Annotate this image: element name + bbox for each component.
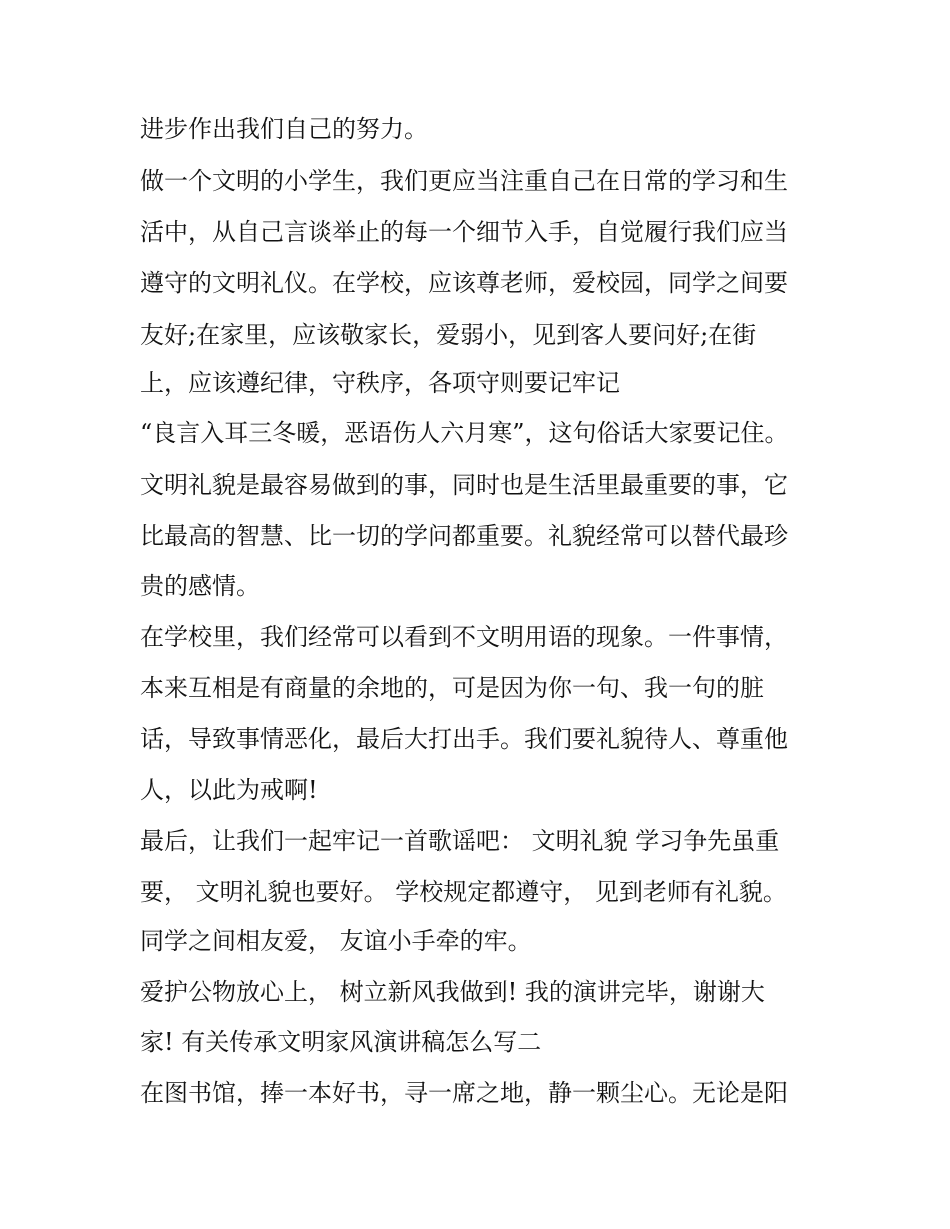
text-line: 同学之间相友爱， 友谊小手牵的牢。: [140, 927, 532, 955]
text-line: 话，导致事情恶化，最后大打出手。我们要礼貌待人、尊重他: [140, 725, 788, 753]
text-line: 进步作出我们自己的努力。: [140, 115, 428, 143]
text-line: 爱护公物放心上， 树立新风我做到! 我的演讲完毕，谢谢大: [140, 978, 765, 1006]
text-line: 最后，让我们一起牢记一首歌谣吧： 文明礼貌 学习争先虽重: [140, 827, 780, 855]
text-line: 比最高的智慧、比一切的学问都重要。礼貌经常可以替代最珍: [140, 522, 788, 550]
text-line: 家! 有关传承文明家风演讲稿怎么写二: [140, 1028, 542, 1056]
text-line: 活中，从自己言谈举止的每一个细节入手，自觉履行我们应当: [140, 218, 788, 246]
text-line: 做一个文明的小学生，我们更应当注重自己在日常的学习和生: [140, 167, 788, 195]
text-line: 人，以此为戒啊!: [140, 776, 318, 804]
text-line: 本来互相是有商量的余地的，可是因为你一句、我一句的脏: [140, 674, 764, 702]
text-line: 在图书馆，捧一本好书，寻一席之地，静一颗尘心。无论是阳: [140, 1079, 788, 1107]
text-line: 要， 文明礼貌也要好。 学校规定都遵守， 见到老师有礼貌。: [140, 878, 787, 906]
text-line: 友好;在家里，应该敬家长，爱弱小，见到客人要问好;在街: [140, 321, 757, 349]
text-line: 贵的感情。: [140, 572, 260, 600]
text-line: 在学校里，我们经常可以看到不文明用语的现象。一件事情，: [140, 623, 788, 651]
text-line: 上，应该遵纪律，守秩序，各项守则要记牢记: [140, 369, 620, 397]
text-line: 遵守的文明礼仪。在学校，应该尊老师，爱校园，同学之间要: [140, 269, 788, 297]
text-line: 文明礼貌是最容易做到的事，同时也是生活里最重要的事，它: [140, 471, 788, 499]
text-line: “良言入耳三冬暖，恶语伤人六月寒”，这句俗话大家要记住。: [140, 419, 789, 447]
